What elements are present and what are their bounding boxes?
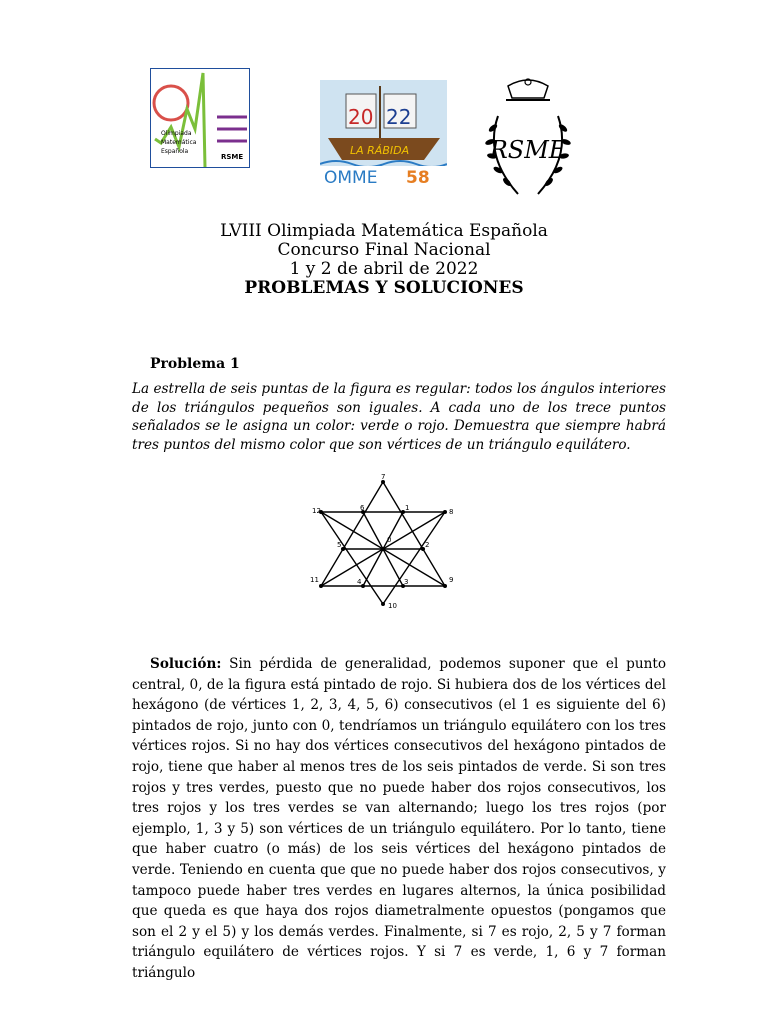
- star-triangle-down: [321, 512, 445, 604]
- label-2: 2: [425, 541, 430, 549]
- label-9: 9: [449, 576, 454, 584]
- ome-logo-line3: Española: [161, 148, 189, 155]
- title-line-contest: Concurso Final Nacional: [277, 240, 491, 260]
- star-figure: [300, 472, 470, 614]
- rabida-number: 58: [406, 168, 430, 186]
- title-line-dates: 1 y 2 de abril de 2022: [289, 259, 479, 279]
- label-6: 6: [360, 504, 365, 512]
- ome-logo-line1: Olimpiada: [161, 130, 192, 137]
- problem-heading: Problema 1: [150, 356, 240, 372]
- label-10: 10: [388, 602, 397, 610]
- solution-text: Sin pérdida de generalidad, podemos suponer que el punto central, 0, de la figura está pintado de rojo. Si hubiera dos de los vértices del hexágono (de vértices 1, 2, 3, 4, 5, 6) consecutivos (el 1 es siguiente del 6) pintados de rojo, junto con 0, tendríamos un triángulo equilátero con los tres vértices rojos. Si no hay dos vértices consecutivos del hexágono pintados de rojo, tiene que haber al menos tres de los seis pintados de verde. Si son tres rojos y tres verdes, puesto que no puede haber dos rojos consecutivos, los tres rojos y los tres verdes se van alternando; luego los tres rojos (por ejemplo, 1, 3 y 5) son vértices de un triángulo equilátero. Por lo tanto, tiene que haber cuatro (o más) de los seis vértices del hexágono pintados de verde. Teniendo en cuenta que que no puede haber dos rojos consecutivos, y tampoco puede haber tres verdes en lugares alternos, la única posibilidad que queda es que haya dos rojos diametralmente opuestos (pongamos que son el 2 y el 5) y los demás verdes. Finalmente, si 7 es rojo, 2, 5 y 7 forman triángulo equilátero de vértices rojos. Y si 7 es verde, 1, 6 y 7 forman triángulo: [132, 656, 666, 981]
- solution-label: Solución:: [150, 656, 222, 672]
- rabida-banner: OMME: [324, 168, 378, 186]
- rabida-year-left: 20: [348, 105, 374, 129]
- label-0: 0: [387, 536, 392, 544]
- rsme-monogram: RSME: [489, 136, 567, 164]
- label-1: 1: [405, 504, 410, 512]
- label-3: 3: [404, 578, 409, 586]
- label-5: 5: [337, 541, 342, 549]
- rsme-seal-logo: [478, 76, 578, 204]
- label-7: 7: [381, 473, 386, 481]
- rabida-logo: [320, 80, 447, 186]
- problem-statement: La estrella de seis puntas de la figura es regular: todos los ángulos interiores de los triángulos pequeños son iguales. A cada uno de los trece puntos señalados se le asigna un color: verde o rojo. Demuestra que siempre habrá tres puntos del mismo color que son vértices de un triángulo equilátero.: [132, 381, 666, 453]
- label-12: 12: [312, 507, 321, 515]
- title-line-olympiad: LVIII Olimpiada Matemática Española: [220, 221, 548, 241]
- ome-logo-tag: RSME: [221, 153, 244, 161]
- ome-logo: [150, 68, 250, 168]
- rabida-year-right: 22: [386, 105, 412, 129]
- ome-logo-line2: Matemática: [161, 139, 197, 146]
- star-triangle-up: [321, 482, 445, 586]
- document-title: [0, 222, 768, 298]
- label-11: 11: [310, 576, 319, 584]
- label-8: 8: [449, 508, 454, 516]
- solution-paragraph: [132, 654, 666, 984]
- title-line-problems: PROBLEMAS Y SOLUCIONES: [244, 278, 524, 298]
- label-4: 4: [357, 578, 362, 586]
- rabida-ship-name: LA RÁBIDA: [350, 144, 410, 157]
